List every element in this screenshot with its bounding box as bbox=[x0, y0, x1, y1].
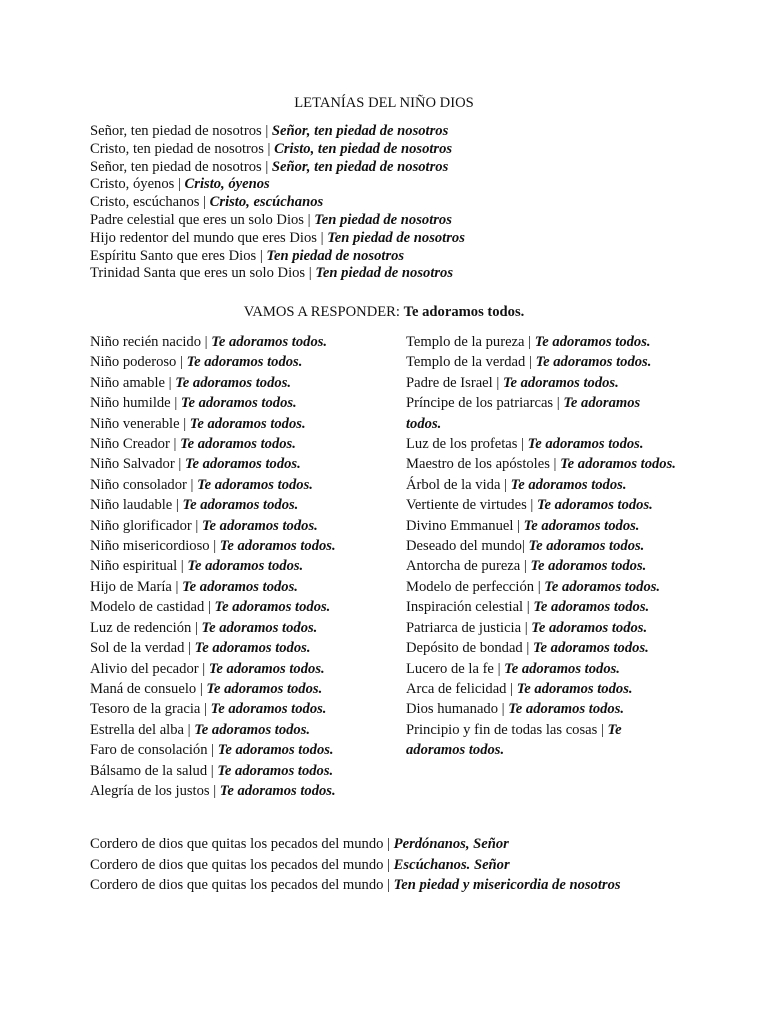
closing-line: Cordero de dios que quitas los pecados del mundo | Ten piedad y misericordia de nosotros bbox=[90, 877, 621, 894]
litany-call: Niño humilde bbox=[90, 395, 171, 412]
litany-line: Niño glorificador | Te adoramos todos. bbox=[90, 517, 318, 534]
closing-line: Cordero de dios que quitas los pecados del mundo | Escúchanos. Señor bbox=[90, 856, 510, 873]
litany-call: Niño recién nacido bbox=[90, 334, 202, 350]
litany-line: Modelo de perfección | Te adoramos todos. bbox=[406, 578, 661, 595]
litany-call: Alegría de los justos bbox=[90, 782, 210, 799]
litany-call: Inspiración celestial bbox=[406, 599, 524, 616]
invocation-response: Cristo, ten piedad de nosotros bbox=[274, 140, 453, 157]
litany-line: Alivio del pecador | Te adoramos todos. bbox=[90, 660, 325, 677]
litany-line: Templo de la verdad | Te adoramos todos. bbox=[406, 354, 652, 371]
litany-call: Estrella del alba bbox=[90, 721, 185, 738]
invocation-call: Señor, ten piedad de nosotros bbox=[90, 158, 262, 175]
invocation-line: Señor, ten piedad de nosotros | Señor, ten piedad de nosotros bbox=[90, 123, 449, 139]
litany-response: Te adoramos todos. bbox=[535, 354, 652, 371]
invocation-call: Espíritu Santo que eres Dios bbox=[90, 247, 257, 264]
litany-line: Luz de redención | Te adoramos todos. bbox=[90, 619, 318, 636]
litany-call: Padre de Israel bbox=[406, 374, 493, 391]
litany-line: Hijo de María | Te adoramos todos. bbox=[90, 578, 298, 595]
litany-call: Templo de la pureza bbox=[406, 334, 525, 350]
litany-call: Príncipe de los patriarcas bbox=[406, 395, 554, 412]
litany-line: Niño amable | Te adoramos todos. bbox=[90, 374, 292, 391]
litany-line: Faro de consolación | Te adoramos todos. bbox=[90, 742, 334, 759]
litany-right-column bbox=[406, 332, 676, 761]
litany-response: Te adoramos todos. bbox=[219, 782, 336, 799]
litany-response: Te adoramos todos. bbox=[201, 619, 318, 636]
litany-line: Templo de la pureza | Te adoramos todos. bbox=[406, 334, 651, 350]
litany-call: Deseado del mundo bbox=[406, 538, 522, 555]
litany-response: Te adoramos todos. bbox=[208, 660, 325, 677]
invocation-line: Cristo, escúchanos | Cristo, escúchanos bbox=[90, 194, 324, 211]
litany-line: Principio y fin de todas las cosas | Te adoramos todos. bbox=[406, 721, 622, 759]
litany-line: Vertiente de virtudes | Te adoramos todos. bbox=[406, 497, 653, 514]
litany-call: Árbol de la vida bbox=[406, 476, 501, 493]
litany-call: Modelo de perfección bbox=[406, 578, 535, 595]
litany-call: Principio y fin de todas las cosas bbox=[406, 721, 598, 738]
litany-response: Te adoramos todos. bbox=[182, 578, 298, 595]
litany-response: Te adoramos todos. bbox=[502, 374, 619, 391]
litany-call: Hijo de María bbox=[90, 578, 172, 595]
litany-response: Te adoramos todos. bbox=[406, 395, 641, 432]
litany-call: Niño espiritual bbox=[90, 558, 178, 575]
litany-response: Te adoramos todos. bbox=[406, 721, 622, 759]
respond-phrase: Te adoramos todos. bbox=[403, 304, 525, 320]
litany-call: Maná de consuelo bbox=[90, 680, 197, 697]
opening-invocations bbox=[90, 123, 710, 283]
litany-line: Niño espiritual | Te adoramos todos. bbox=[90, 558, 304, 575]
litany-line: Deseado del mundo| Te adoramos todos. bbox=[406, 538, 645, 555]
invocation-call: Cristo, óyenos bbox=[90, 176, 175, 193]
litany-line: Niño laudable | Te adoramos todos. bbox=[90, 497, 299, 514]
litany-response: Te adoramos todos. bbox=[194, 640, 311, 657]
litany-response: Te adoramos todos. bbox=[504, 660, 620, 677]
litany-line: Niño venerable | Te adoramos todos. bbox=[90, 415, 306, 432]
litany-call: Niño venerable bbox=[90, 415, 180, 432]
litany-call: Faro de consolación bbox=[90, 742, 208, 759]
litany-call: Templo de la verdad bbox=[406, 354, 526, 371]
litany-call: Bálsamo de la salud bbox=[90, 762, 208, 779]
closing-line: Cordero de dios que quitas los pecados del mundo | Perdónanos, Señor bbox=[90, 836, 509, 852]
closing-response: Escúchanos. Señor bbox=[393, 856, 510, 873]
litany-response: Te adoramos todos. bbox=[544, 578, 661, 595]
litany-response: Te adoramos todos. bbox=[219, 538, 336, 555]
litany-line: Niño misericordioso | Te adoramos todos. bbox=[90, 538, 336, 555]
litany-line: Modelo de castidad | Te adoramos todos. bbox=[90, 599, 331, 616]
litany-response: Te adoramos todos. bbox=[560, 456, 676, 473]
litany-response: Te adoramos todos. bbox=[532, 640, 649, 657]
litany-line: Maná de consuelo | Te adoramos todos. bbox=[90, 680, 323, 697]
invocation-call: Señor, ten piedad de nosotros bbox=[90, 123, 262, 139]
litany-line: Niño Salvador | Te adoramos todos. bbox=[90, 456, 301, 473]
litany-left-column bbox=[90, 332, 390, 801]
invocation-call: Padre celestial que eres un solo Dios bbox=[90, 211, 304, 228]
litany-call: Niño misericordioso bbox=[90, 538, 210, 555]
litany-line: Divino Emmanuel | Te adoramos todos. bbox=[406, 517, 640, 534]
litany-response: Te adoramos todos. bbox=[189, 415, 306, 432]
litany-line: Patriarca de justicia | Te adoramos todos. bbox=[406, 619, 648, 636]
invocation-call: Hijo redentor del mundo que eres Dios bbox=[90, 229, 317, 246]
litany-response: Te adoramos todos. bbox=[516, 680, 633, 697]
invocation-line: Trinidad Santa que eres un solo Dios | Ten piedad de nosotros bbox=[90, 265, 454, 282]
litany-call: Alivio del pecador bbox=[90, 660, 199, 677]
litany-response: Te adoramos todos. bbox=[217, 762, 334, 779]
litany-line: Bálsamo de la salud | Te adoramos todos. bbox=[90, 762, 334, 779]
invocation-call: Cristo, escúchanos bbox=[90, 194, 200, 211]
litany-response: Te adoramos todos. bbox=[197, 476, 313, 493]
litany-call: Tesoro de la gracia bbox=[90, 701, 201, 718]
invocation-line: Hijo redentor del mundo que eres Dios | Ten piedad de nosotros bbox=[90, 229, 465, 246]
litany-response: Te adoramos todos. bbox=[211, 334, 328, 350]
litany-call: Modelo de castidad bbox=[90, 599, 205, 616]
litany-response: Te adoramos todos. bbox=[531, 619, 648, 636]
litany-line: Príncipe de los patriarcas | Te adoramos todos. bbox=[406, 395, 641, 432]
litany-line: Antorcha de pureza | Te adoramos todos. bbox=[406, 558, 647, 575]
litany-call: Luz de redención bbox=[90, 619, 192, 636]
invocation-line: Espíritu Santo que eres Dios | Ten piedad de nosotros bbox=[90, 247, 405, 264]
litany-call: Maestro de los apóstoles bbox=[406, 456, 550, 473]
litany-line: Tesoro de la gracia | Te adoramos todos. bbox=[90, 701, 327, 718]
litany-line: Niño recién nacido | Te adoramos todos. bbox=[90, 334, 328, 350]
litany-response: Te adoramos todos. bbox=[187, 558, 304, 575]
invocation-response: Ten piedad de nosotros bbox=[266, 247, 405, 264]
litany-response: Te adoramos todos. bbox=[217, 742, 334, 759]
litany-response: Te adoramos todos. bbox=[534, 334, 651, 350]
respond-label: VAMOS A RESPONDER: bbox=[243, 304, 400, 320]
litany-call: Niño consolador bbox=[90, 476, 187, 493]
litany-response: Te adoramos todos. bbox=[184, 456, 301, 473]
invocation-line: Cristo, ten piedad de nosotros | Cristo, ten piedad de nosotros bbox=[90, 140, 453, 157]
litany-line: Niño poderoso | Te adoramos todos. bbox=[90, 354, 303, 371]
litany-response: Te adoramos todos. bbox=[186, 354, 303, 371]
litany-response: Te adoramos todos. bbox=[194, 721, 311, 738]
litany-call: Antorcha de pureza bbox=[406, 558, 521, 575]
litany-line: Luz de los profetas | Te adoramos todos. bbox=[406, 436, 644, 453]
litany-call: Niño amable bbox=[90, 374, 165, 391]
litany-line: Depósito de bondad | Te adoramos todos. bbox=[406, 640, 649, 657]
litany-line: Niño consolador | Te adoramos todos. bbox=[90, 476, 313, 493]
litany-call: Niño laudable bbox=[90, 497, 173, 514]
litany-line: Padre de Israel | Te adoramos todos. bbox=[406, 374, 619, 391]
closing-response: Ten piedad y misericordia de nosotros bbox=[393, 877, 621, 894]
litany-response: Te adoramos todos. bbox=[508, 701, 625, 718]
invocation-line: Cristo, óyenos | Cristo, óyenos bbox=[90, 176, 270, 193]
invocation-response: Señor, ten piedad de nosotros bbox=[271, 158, 449, 175]
invocation-response: Ten piedad de nosotros bbox=[315, 265, 454, 282]
litany-call: Arca de felicidad bbox=[406, 680, 507, 697]
invocation-call: Trinidad Santa que eres un solo Dios bbox=[90, 265, 306, 282]
litany-call: Niño glorificador bbox=[90, 517, 192, 534]
litany-response: Te adoramos todos. bbox=[180, 436, 296, 453]
litany-call: Luz de los profetas bbox=[406, 436, 518, 453]
closing-call: Cordero de dios que quitas los pecados del mundo bbox=[90, 856, 384, 873]
litany-response: Te adoramos todos. bbox=[210, 701, 327, 718]
litany-response: Te adoramos todos. bbox=[530, 558, 647, 575]
litany-line: Lucero de la fe | Te adoramos todos. bbox=[406, 660, 620, 677]
litany-response: Te adoramos todos. bbox=[533, 599, 650, 616]
litany-response: Te adoramos todos. bbox=[214, 599, 331, 616]
litany-line: Inspiración celestial | Te adoramos todos. bbox=[406, 599, 650, 616]
litany-call: Patriarca de justicia bbox=[406, 619, 522, 636]
invocation-response: Cristo, óyenos bbox=[184, 176, 270, 193]
litany-call: Depósito de bondad bbox=[406, 640, 523, 657]
litany-line: Niño humilde | Te adoramos todos. bbox=[90, 395, 297, 412]
closing-call: Cordero de dios que quitas los pecados del mundo bbox=[90, 836, 384, 852]
litany-response: Te adoramos todos. bbox=[182, 497, 299, 514]
invocation-response: Ten piedad de nosotros bbox=[327, 229, 465, 246]
litany-response: Te adoramos todos. bbox=[527, 436, 644, 453]
invocation-response: Ten piedad de nosotros bbox=[314, 211, 452, 228]
litany-line: Dios humanado | Te adoramos todos. bbox=[406, 701, 625, 718]
litany-call: Niño Creador bbox=[90, 436, 170, 453]
invocation-line: Padre celestial que eres un solo Dios | Ten piedad de nosotros bbox=[90, 211, 452, 228]
litany-call: Dios humanado bbox=[406, 701, 499, 718]
page-title: LETANÍAS DEL NIÑO DIOS bbox=[294, 95, 474, 111]
litany-call: Lucero de la fe bbox=[406, 660, 494, 677]
litany-call: Niño poderoso bbox=[90, 354, 177, 371]
litany-line: Estrella del alba | Te adoramos todos. bbox=[90, 721, 311, 738]
invocation-response: Cristo, escúchanos bbox=[209, 194, 324, 211]
respond-instruction bbox=[0, 302, 768, 322]
litany-line: Sol de la verdad | Te adoramos todos. bbox=[90, 640, 311, 657]
litany-line: Árbol de la vida | Te adoramos todos. bbox=[406, 476, 627, 493]
litany-call: Vertiente de virtudes bbox=[406, 497, 527, 514]
litany-response: Te adoramos todos. bbox=[528, 538, 645, 555]
litany-response: Te adoramos todos. bbox=[536, 497, 653, 514]
invocation-call: Cristo, ten piedad de nosotros bbox=[90, 140, 264, 157]
closing-invocations bbox=[90, 834, 730, 896]
litany-response: Te adoramos todos. bbox=[510, 476, 627, 493]
litany-call: Sol de la verdad bbox=[90, 640, 185, 657]
litany-line: Arca de felicidad | Te adoramos todos. bbox=[406, 680, 633, 697]
litany-call: Niño Salvador bbox=[90, 456, 175, 473]
litany-response: Te adoramos todos. bbox=[175, 374, 292, 391]
litany-line: Niño Creador | Te adoramos todos. bbox=[90, 436, 296, 453]
litany-call: Divino Emmanuel bbox=[406, 517, 514, 534]
litany-response: Te adoramos todos. bbox=[180, 395, 297, 412]
litany-response: Te adoramos todos. bbox=[523, 517, 640, 534]
closing-call: Cordero de dios que quitas los pecados del mundo bbox=[90, 877, 384, 894]
litany-line: Maestro de los apóstoles | Te adoramos todos. bbox=[406, 456, 676, 473]
litany-line: Alegría de los justos | Te adoramos todos. bbox=[90, 782, 336, 799]
litany-response: Te adoramos todos. bbox=[201, 517, 318, 534]
litany-response: Te adoramos todos. bbox=[206, 680, 323, 697]
invocation-line: Señor, ten piedad de nosotros | Señor, ten piedad de nosotros bbox=[90, 158, 449, 175]
closing-response: Perdónanos, Señor bbox=[393, 836, 509, 852]
invocation-response: Señor, ten piedad de nosotros bbox=[271, 123, 449, 139]
